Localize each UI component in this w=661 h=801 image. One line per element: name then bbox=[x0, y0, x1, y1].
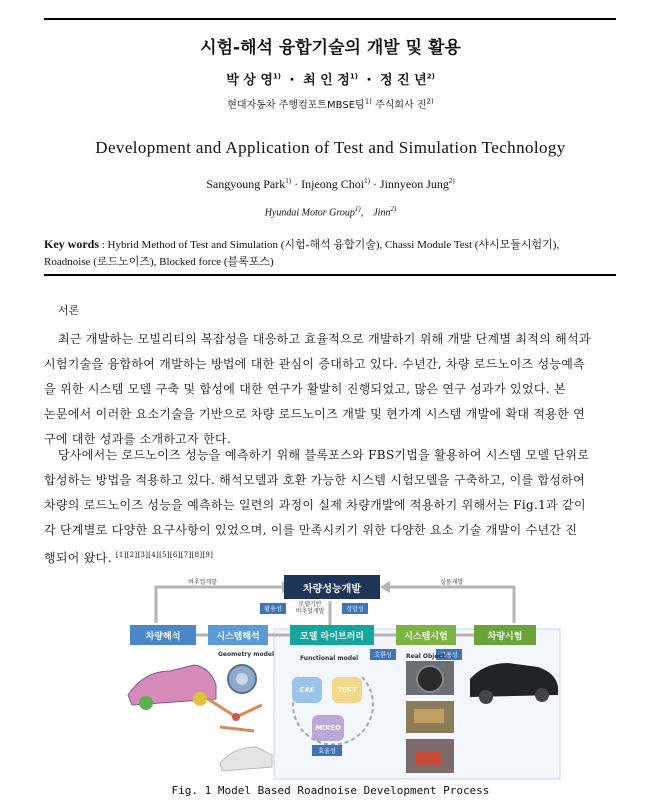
vehicle-performance-box: 차량성능개발 bbox=[284, 575, 380, 599]
title-korean: 시험-해석 융합기술의 개발 및 활용 bbox=[200, 38, 461, 58]
tag-compat: 호환성 bbox=[370, 649, 396, 660]
label-real-object: Real Object bbox=[406, 653, 445, 660]
p1-line: 을 위한 시스템 모델 구축 및 합성에 대한 연구가 활발히 진행되었고, 많은 연구 성과가 있었다. 본 bbox=[44, 382, 566, 396]
p1-line: 논문에서 이러한 요소기술을 기반으로 차량 로드노이즈 개발 및 현가계 시스템 개발에 확대 적용한 연 bbox=[44, 407, 586, 421]
faded-car bbox=[220, 747, 272, 771]
authors-english: Sangyoung Park$^{1)}$ · Injeong Choi$^{1)}$ · Jinnyeon Jung$^{2)}$ bbox=[206, 177, 455, 191]
real-car-wheel bbox=[479, 690, 493, 704]
test-cylinder: TEST bbox=[332, 677, 362, 703]
vehicle-test-box: 차량시험 bbox=[474, 625, 536, 645]
top-rule bbox=[44, 18, 616, 20]
vehicle-sim-box: 차량해석 bbox=[130, 625, 196, 645]
p2-line: 합성하는 방법을 적용하고 있다. 해석모델과 호환 가능한 시스템 시험모델을 구축하고, 이를 합성하여 bbox=[44, 473, 586, 487]
p2-line: 행되어 왔다. [1][2][3][4][5][6][7][8][9] bbox=[44, 551, 214, 565]
tag-accuracy: 정합성 bbox=[342, 603, 368, 614]
tag-practical: 활용성 bbox=[260, 603, 286, 614]
p1-line: 시험기술을 융합하여 개발하는 방법에 대한 관심이 증대하고 있다. 수년간, 차량 로드노이즈 성능예측 bbox=[44, 357, 586, 371]
arrow-real-head bbox=[380, 581, 390, 593]
arrow-real bbox=[390, 587, 514, 623]
note-real: 실물개발 bbox=[440, 579, 464, 586]
paragraph-1 bbox=[44, 327, 616, 452]
affiliation-korean: 현대자동차 주행컴포트MBSE팀$^{1)}$ 주식회사 진$^{2)}$ bbox=[227, 97, 434, 111]
tag-reliability: 고용성 bbox=[436, 649, 462, 660]
p2-line: 차량의 로드노이즈 성능을 예측하는 일련의 과정이 실제 차량개발에 적용하기 위해서는 Fig.1과 같이 bbox=[44, 498, 586, 512]
keywords-label: Key words bbox=[44, 237, 99, 251]
cae-cylinder: CAE bbox=[292, 677, 322, 703]
suspension-node bbox=[232, 713, 240, 721]
figure-roadnoise-process bbox=[124, 567, 562, 780]
p1-line: 최근 개발하는 모빌리티의 복잡성을 대응하고 효율적으로 개발하기 위해 개발 단계별 최적의 해석과 bbox=[58, 332, 591, 346]
title-english: Development and Application of Test and Simulation Technology bbox=[95, 138, 566, 157]
photo-test-bench-detail bbox=[414, 709, 444, 723]
p2-line: 각 단계별로 다양한 요구사항이 있었으며, 이를 만족시키기 위한 다양한 요소 기술 개발이 수년간 진 bbox=[44, 523, 578, 537]
header-bottom-rule bbox=[44, 274, 616, 276]
figure-caption: Fig. 1 Model Based Roadnoise Development Process bbox=[171, 784, 490, 797]
mixed-cylinder: MIXED bbox=[312, 715, 344, 741]
tire-hub bbox=[236, 673, 248, 685]
affiliation-english: Hyundai Motor Group$^{1)}$, Jinn$^{2)}$ bbox=[264, 205, 397, 219]
paragraph-2 bbox=[44, 443, 616, 571]
p2-line: 당사에서는 로드노이즈 성능을 예측하기 위해 블록포스와 FBS기법을 활용하여 시스템 모델 단위로 bbox=[58, 448, 590, 462]
tag-efficiency: 효율성 bbox=[312, 745, 342, 756]
label-geometry-model: Geometry model bbox=[218, 651, 275, 658]
label-functional-model: Functional model bbox=[300, 655, 359, 662]
authors-korean: 박 상 영$^{1)}$ ・ 최 인 정$^{1)}$ ・ 정 진 년$^{2)}$ bbox=[226, 72, 435, 88]
note-virtual: 버추얼개발 bbox=[188, 579, 217, 586]
real-car-wheel bbox=[535, 688, 549, 702]
keywords: Key words : Hybrid Method of Test and Simulation (시험-해석 융합기술), Chassi Module Test (샤시모듈시험기), Roadnoise (로드노이즈), Blocked force (블록포스) bbox=[44, 237, 560, 268]
system-test-box: 시스템시험 bbox=[396, 625, 456, 645]
p1-line: 구에 대한 성과를 소개하고자 한다. bbox=[44, 432, 232, 446]
photo-vehicle-test-detail bbox=[416, 751, 442, 765]
references: [1][2][3][4][5][6][7][8][9] bbox=[115, 551, 214, 559]
car-wheel bbox=[193, 692, 207, 706]
photo-tire bbox=[417, 666, 443, 692]
car-wheel bbox=[139, 696, 153, 710]
model-library-box: 모델 라이브러리 bbox=[290, 625, 374, 645]
system-sim-box: 시스템해석 bbox=[208, 625, 268, 645]
section-title: 서론 bbox=[58, 304, 80, 317]
tag-model-virtual: 모델기반 버추얼개발 bbox=[295, 601, 325, 615]
